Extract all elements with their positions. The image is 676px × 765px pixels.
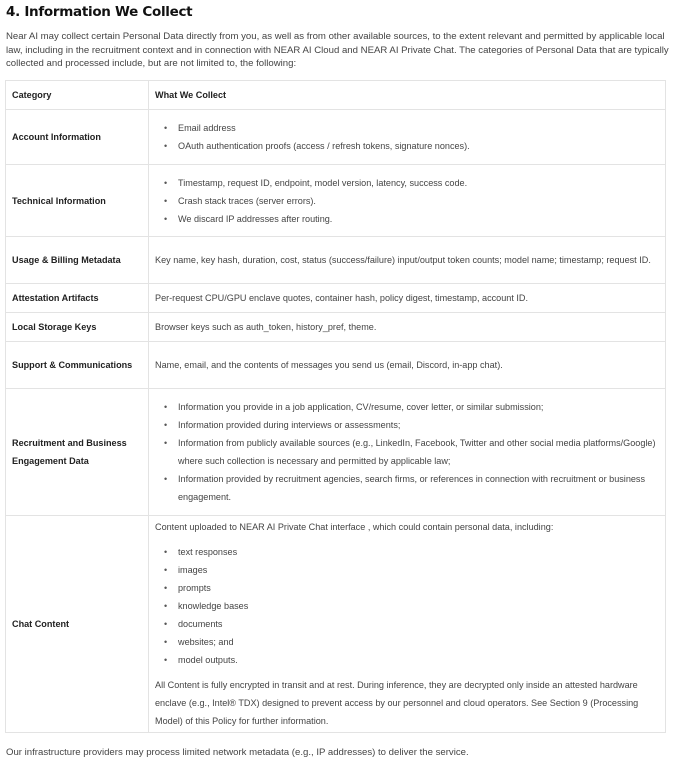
- list-item: • Information provided during interviews or assessments;: [155, 416, 659, 434]
- list-item: • Timestamp, request ID, endpoint, model version, latency, success code.: [155, 174, 659, 192]
- list-item: • text responses: [155, 543, 659, 561]
- list-item: • Crash stack traces (server errors).: [155, 192, 659, 210]
- category-cell: Technical Information: [6, 165, 149, 237]
- data-categories-table: [5, 80, 666, 733]
- list-item: • Email address: [155, 119, 659, 137]
- list-item: • documents: [155, 615, 659, 633]
- list-item: • Information from publicly available sources (e.g., LinkedIn, Facebook, Twitter and other social media platforms/Google) where such collection is necessary and permitted by applicable law;: [155, 434, 659, 470]
- table-row: [6, 313, 666, 342]
- category-cell: Recruitment and Business Engagement Data: [6, 389, 149, 516]
- collect-cell: [149, 165, 666, 237]
- collect-cell: [149, 516, 666, 733]
- collect-cell: [149, 389, 666, 516]
- collect-list: [155, 174, 659, 228]
- category-cell: Account Information: [6, 110, 149, 165]
- table-row: [6, 237, 666, 284]
- list-item: • model outputs.: [155, 651, 659, 669]
- collect-list: [155, 398, 659, 506]
- section-heading: 4. Information We Collect: [6, 4, 193, 20]
- list-item: • Information you provide in a job application, CV/resume, cover letter, or similar submission;: [155, 398, 659, 416]
- header-what-we-collect: What We Collect: [149, 81, 666, 110]
- collect-cell: Name, email, and the contents of messages you send us (email, Discord, in-app chat).: [149, 342, 666, 389]
- category-cell: Usage & Billing Metadata: [6, 237, 149, 284]
- table-row: [6, 389, 666, 516]
- collect-list: [155, 119, 659, 155]
- table-row: [6, 110, 666, 165]
- table-header-row: [6, 81, 666, 110]
- collect-cell: Per-request CPU/GPU enclave quotes, container hash, policy digest, timestamp, account ID.: [149, 284, 666, 313]
- list-item: • prompts: [155, 579, 659, 597]
- table-row: [6, 284, 666, 313]
- collect-cell: [149, 110, 666, 165]
- collect-list: [155, 543, 659, 669]
- collect-cell: Key name, key hash, duration, cost, status (success/failure) input/output token counts; model name; timestamp; request ID.: [149, 237, 666, 284]
- collect-cell: Browser keys such as auth_token, history_pref, theme.: [149, 313, 666, 342]
- category-cell: Local Storage Keys: [6, 313, 149, 342]
- table-row: [6, 342, 666, 389]
- list-item: • knowledge bases: [155, 597, 659, 615]
- chat-content-lead: Content uploaded to NEAR AI Private Chat interface , which could contain personal data, including:: [155, 522, 554, 532]
- category-cell: Chat Content: [6, 516, 149, 733]
- category-cell: Support & Communications: [6, 342, 149, 389]
- list-item: • Information provided by recruitment agencies, search firms, or references in connection with recruitment or business engagement.: [155, 470, 659, 506]
- category-cell: Attestation Artifacts: [6, 284, 149, 313]
- intro-paragraph: Near AI may collect certain Personal Data directly from you, as well as from other available sources, to the extent relevant and permitted by applicable local law, including in the recruitment context and in connection with NEAR AI Cloud and NEAR AI Private Chat. The categories of Personal Data that are typically collected and processed include, but are not limited to, the following:: [6, 31, 669, 69]
- footer-note: Our infrastructure providers may process limited network metadata (e.g., IP addresses) to deliver the service.: [6, 747, 469, 758]
- list-item: • We discard IP addresses after routing.: [155, 210, 659, 228]
- list-item: • images: [155, 561, 659, 579]
- list-item: • OAuth authentication proofs (access / refresh tokens, signature nonces).: [155, 137, 659, 155]
- chat-content-encryption-note: All Content is fully encrypted in transit and at rest. During inference, they are decrypted only inside an attested hardware enclave (e.g., Intel® TDX) designed to prevent access by our personnel and cloud operators. See Section 9 (Processing Model) of this Policy for further information.: [155, 680, 639, 726]
- list-item: • websites; and: [155, 633, 659, 651]
- table-row: [6, 516, 666, 733]
- table-row: [6, 165, 666, 237]
- header-category: Category: [6, 81, 149, 110]
